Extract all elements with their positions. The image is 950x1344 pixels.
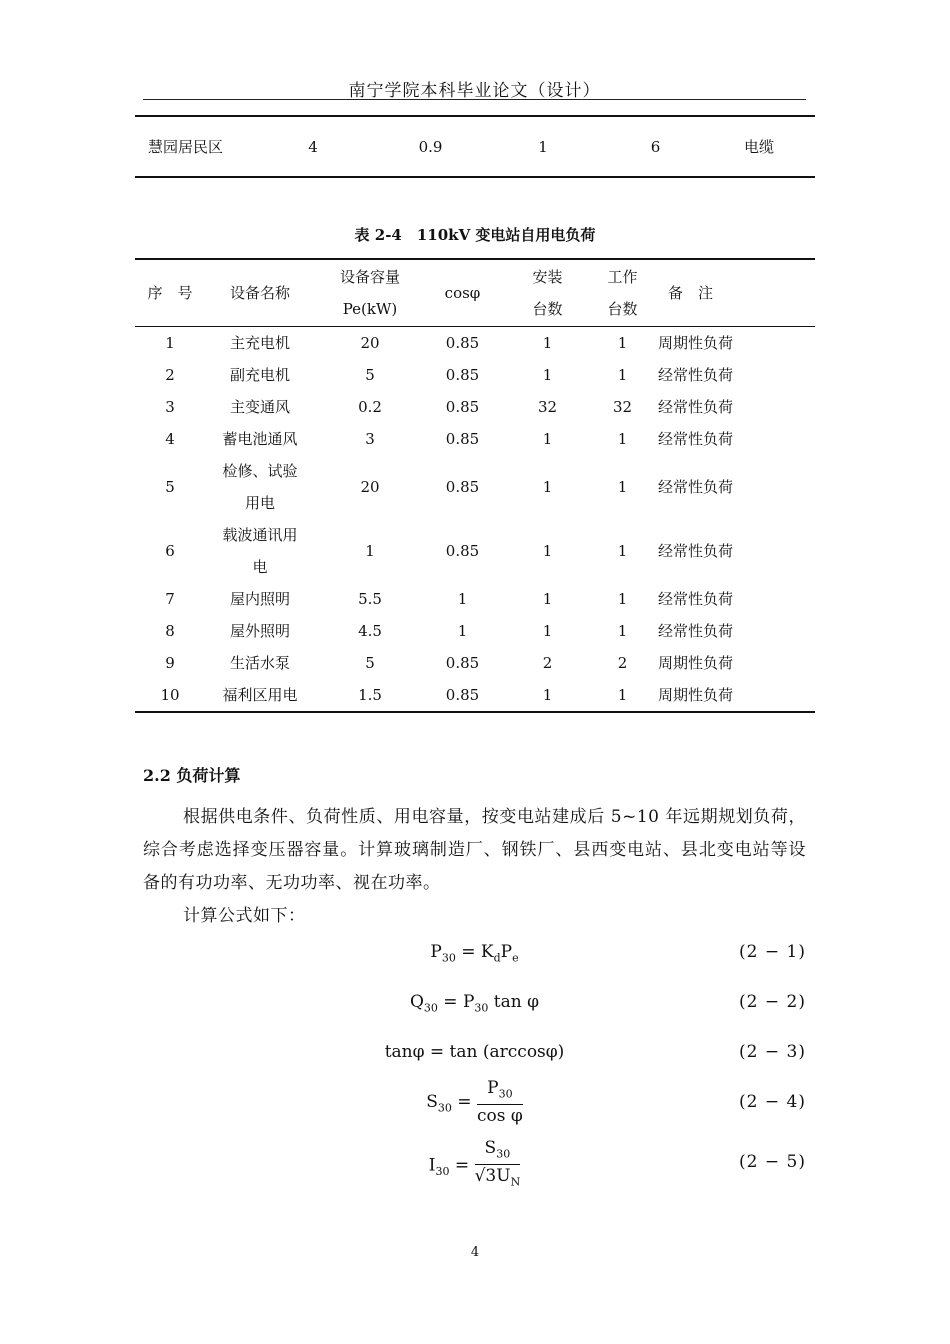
- table-row: [135, 359, 815, 391]
- formula-2-3: [143, 1042, 806, 1082]
- table-row: [135, 615, 815, 647]
- table-row: [135, 391, 815, 423]
- cell-working: 1: [617, 622, 628, 640]
- cell-name-line1: 检修、试验: [222, 462, 298, 480]
- cell-installed: 1: [542, 334, 553, 352]
- cell-note: 周期性负荷: [658, 654, 734, 672]
- section-heading: 2.2 负荷计算: [143, 766, 241, 785]
- table-row: [135, 116, 815, 177]
- cell-installed: 2: [542, 654, 553, 672]
- table-cell: 4: [308, 137, 318, 156]
- formula-expression: $S_{30}$ = $\frac{P_{30}}{\text{cos φ}}$: [426, 1078, 523, 1127]
- cell-installed: 1: [542, 686, 553, 704]
- cell-pe: 20: [360, 478, 380, 496]
- table-row: [135, 679, 815, 712]
- header-cos: cosφ: [444, 284, 481, 302]
- header-rule: [143, 99, 806, 100]
- cell-installed: 1: [542, 430, 553, 448]
- table-row: [135, 583, 815, 615]
- cell-note: 周期性负荷: [658, 334, 734, 352]
- header-capacity-line1: 设备容量: [339, 268, 400, 286]
- formula-2-5: [143, 1138, 806, 1192]
- cell-cos: 0.85: [445, 366, 480, 384]
- table-cell: 慧园居民区: [148, 138, 224, 156]
- cell-cos: 0.85: [445, 398, 480, 416]
- header-equipment-name: 设备名称: [229, 284, 290, 302]
- cell-seq: 9: [165, 654, 175, 672]
- table-row: [135, 647, 815, 679]
- cell-seq: 4: [165, 430, 175, 448]
- formula-2-4: [143, 1078, 806, 1130]
- cell-cos: 0.85: [445, 542, 480, 560]
- cell-pe: 1: [365, 542, 375, 560]
- formula-number: (2 − 2): [739, 992, 806, 1012]
- cell-working: 1: [617, 334, 628, 352]
- table-cell: 电缆: [743, 138, 774, 156]
- cell-note: 经常性负荷: [658, 542, 734, 560]
- formula-expression: tanφ = tan (arccosφ): [384, 1042, 565, 1062]
- cell-pe: 20: [360, 334, 380, 352]
- header-capacity-line2: Pe(kW): [342, 300, 398, 318]
- cell-pe: 1.5: [358, 686, 382, 704]
- table-cell: 6: [650, 137, 661, 156]
- formula-number: (2 − 1): [739, 942, 806, 962]
- cell-pe: 4.5: [358, 622, 382, 640]
- body-text: [143, 801, 806, 933]
- cell-name: 主充电机: [229, 334, 290, 352]
- cell-seq: 6: [165, 542, 175, 560]
- cell-working: 1: [617, 590, 628, 608]
- cell-name: 屋外照明: [229, 622, 290, 640]
- cell-name: 主变通风: [229, 398, 290, 416]
- table-caption: 表 2-4 110kV 变电站自用电负荷: [354, 226, 596, 244]
- cell-seq: 5: [165, 478, 175, 496]
- cell-name: 屋内照明: [229, 590, 290, 608]
- header-working: [595, 259, 650, 327]
- formula-expression: $P_{30} = K_dP_e$: [430, 942, 519, 965]
- cell-note: 经常性负荷: [658, 398, 734, 416]
- cell-note: 经常性负荷: [658, 366, 734, 384]
- cell-installed: 1: [542, 590, 553, 608]
- paragraph: 根据供电条件、负荷性质、用电容量，按变电站建成后 5~10 年远期规划负荷，综合考虑选择变压器容量。计算玻璃制造厂、钢铁厂、县西变电站、县北变电站等设备的有功功率、无功功率、视在功率。: [143, 807, 806, 893]
- cell-working: 1: [617, 686, 628, 704]
- cell-note: 经常性负荷: [658, 478, 734, 496]
- table-cell: 0.9: [418, 137, 443, 156]
- cell-name: 福利区用电: [222, 686, 298, 704]
- header-installed-line2: 台数: [532, 300, 563, 318]
- continued-table: [135, 115, 815, 178]
- cell-pe: 3: [365, 430, 375, 448]
- cell-installed: 1: [542, 478, 553, 496]
- cell-cos: 0.85: [445, 478, 480, 496]
- cell-note: 经常性负荷: [658, 622, 734, 640]
- cell-pe: 0.2: [358, 398, 382, 416]
- table-row: [135, 423, 815, 455]
- cell-installed: 32: [537, 398, 558, 416]
- table-cell: 1: [538, 137, 548, 156]
- cell-note: 周期性负荷: [658, 686, 734, 704]
- cell-name-line2: 用电: [244, 494, 275, 512]
- cell-name: 生活水泵: [229, 654, 290, 672]
- cell-working: 1: [617, 478, 628, 496]
- cell-name-line2: 电: [252, 558, 268, 576]
- formula-number: (2 − 5): [739, 1152, 806, 1172]
- table-row: [135, 327, 815, 360]
- header-working-line2: 台数: [607, 300, 638, 318]
- header-note: 备 注: [668, 284, 714, 302]
- header-installed-line1: 安装: [532, 268, 563, 286]
- formula-expression: $I_{30}$ = $\frac{S_{30}}{√3U_N}$: [428, 1138, 521, 1189]
- cell-name: [205, 519, 315, 583]
- table-row: [135, 455, 815, 519]
- cell-working: 1: [617, 430, 628, 448]
- cell-name: 副充电机: [229, 366, 290, 384]
- cell-cos: 1: [457, 622, 468, 640]
- page-header-title: 南宁学院本科毕业论文（设计）: [348, 81, 601, 101]
- cell-working: 32: [612, 398, 633, 416]
- cell-cos: 0.85: [445, 334, 480, 352]
- cell-name: [205, 455, 315, 519]
- cell-seq: 8: [165, 622, 175, 640]
- cell-working: 2: [617, 654, 628, 672]
- cell-seq: 7: [165, 590, 175, 608]
- table-header-row: [135, 259, 815, 327]
- cell-installed: 1: [542, 542, 553, 560]
- cell-seq: 3: [165, 398, 175, 416]
- cell-seq: 10: [160, 686, 180, 704]
- formula-number: (2 − 4): [739, 1092, 806, 1112]
- cell-working: 1: [617, 366, 628, 384]
- header-working-line1: 工作: [607, 268, 638, 286]
- cell-name-line1: 载波通讯用: [222, 526, 298, 544]
- table-row: [135, 519, 815, 583]
- cell-note: 经常性负荷: [658, 590, 734, 608]
- cell-seq: 1: [165, 334, 175, 352]
- cell-name: 蓄电池通风: [222, 430, 298, 448]
- self-use-load-table: [135, 258, 815, 713]
- cell-installed: 1: [542, 366, 553, 384]
- cell-pe: 5.5: [358, 590, 382, 608]
- formula-2-1: [143, 942, 806, 982]
- cell-cos: 0.85: [445, 654, 480, 672]
- cell-cos: 0.85: [445, 430, 480, 448]
- header-capacity: [315, 259, 425, 327]
- cell-cos: 1: [457, 590, 468, 608]
- formula-number: (2 − 3): [739, 1042, 806, 1062]
- cell-pe: 5: [365, 366, 375, 384]
- cell-note: 经常性负荷: [658, 430, 734, 448]
- paragraph: 计算公式如下：: [183, 906, 306, 926]
- formula-expression: $Q_{30} = P_{30}$ tan φ: [409, 992, 540, 1015]
- cell-working: 1: [617, 542, 628, 560]
- formula-2-2: [143, 992, 806, 1032]
- page-number: 4: [470, 1245, 480, 1260]
- header-seq: 序 号: [147, 284, 193, 302]
- cell-pe: 5: [365, 654, 375, 672]
- cell-installed: 1: [542, 622, 553, 640]
- cell-cos: 0.85: [445, 686, 480, 704]
- header-installed: [500, 259, 595, 327]
- cell-seq: 2: [165, 366, 175, 384]
